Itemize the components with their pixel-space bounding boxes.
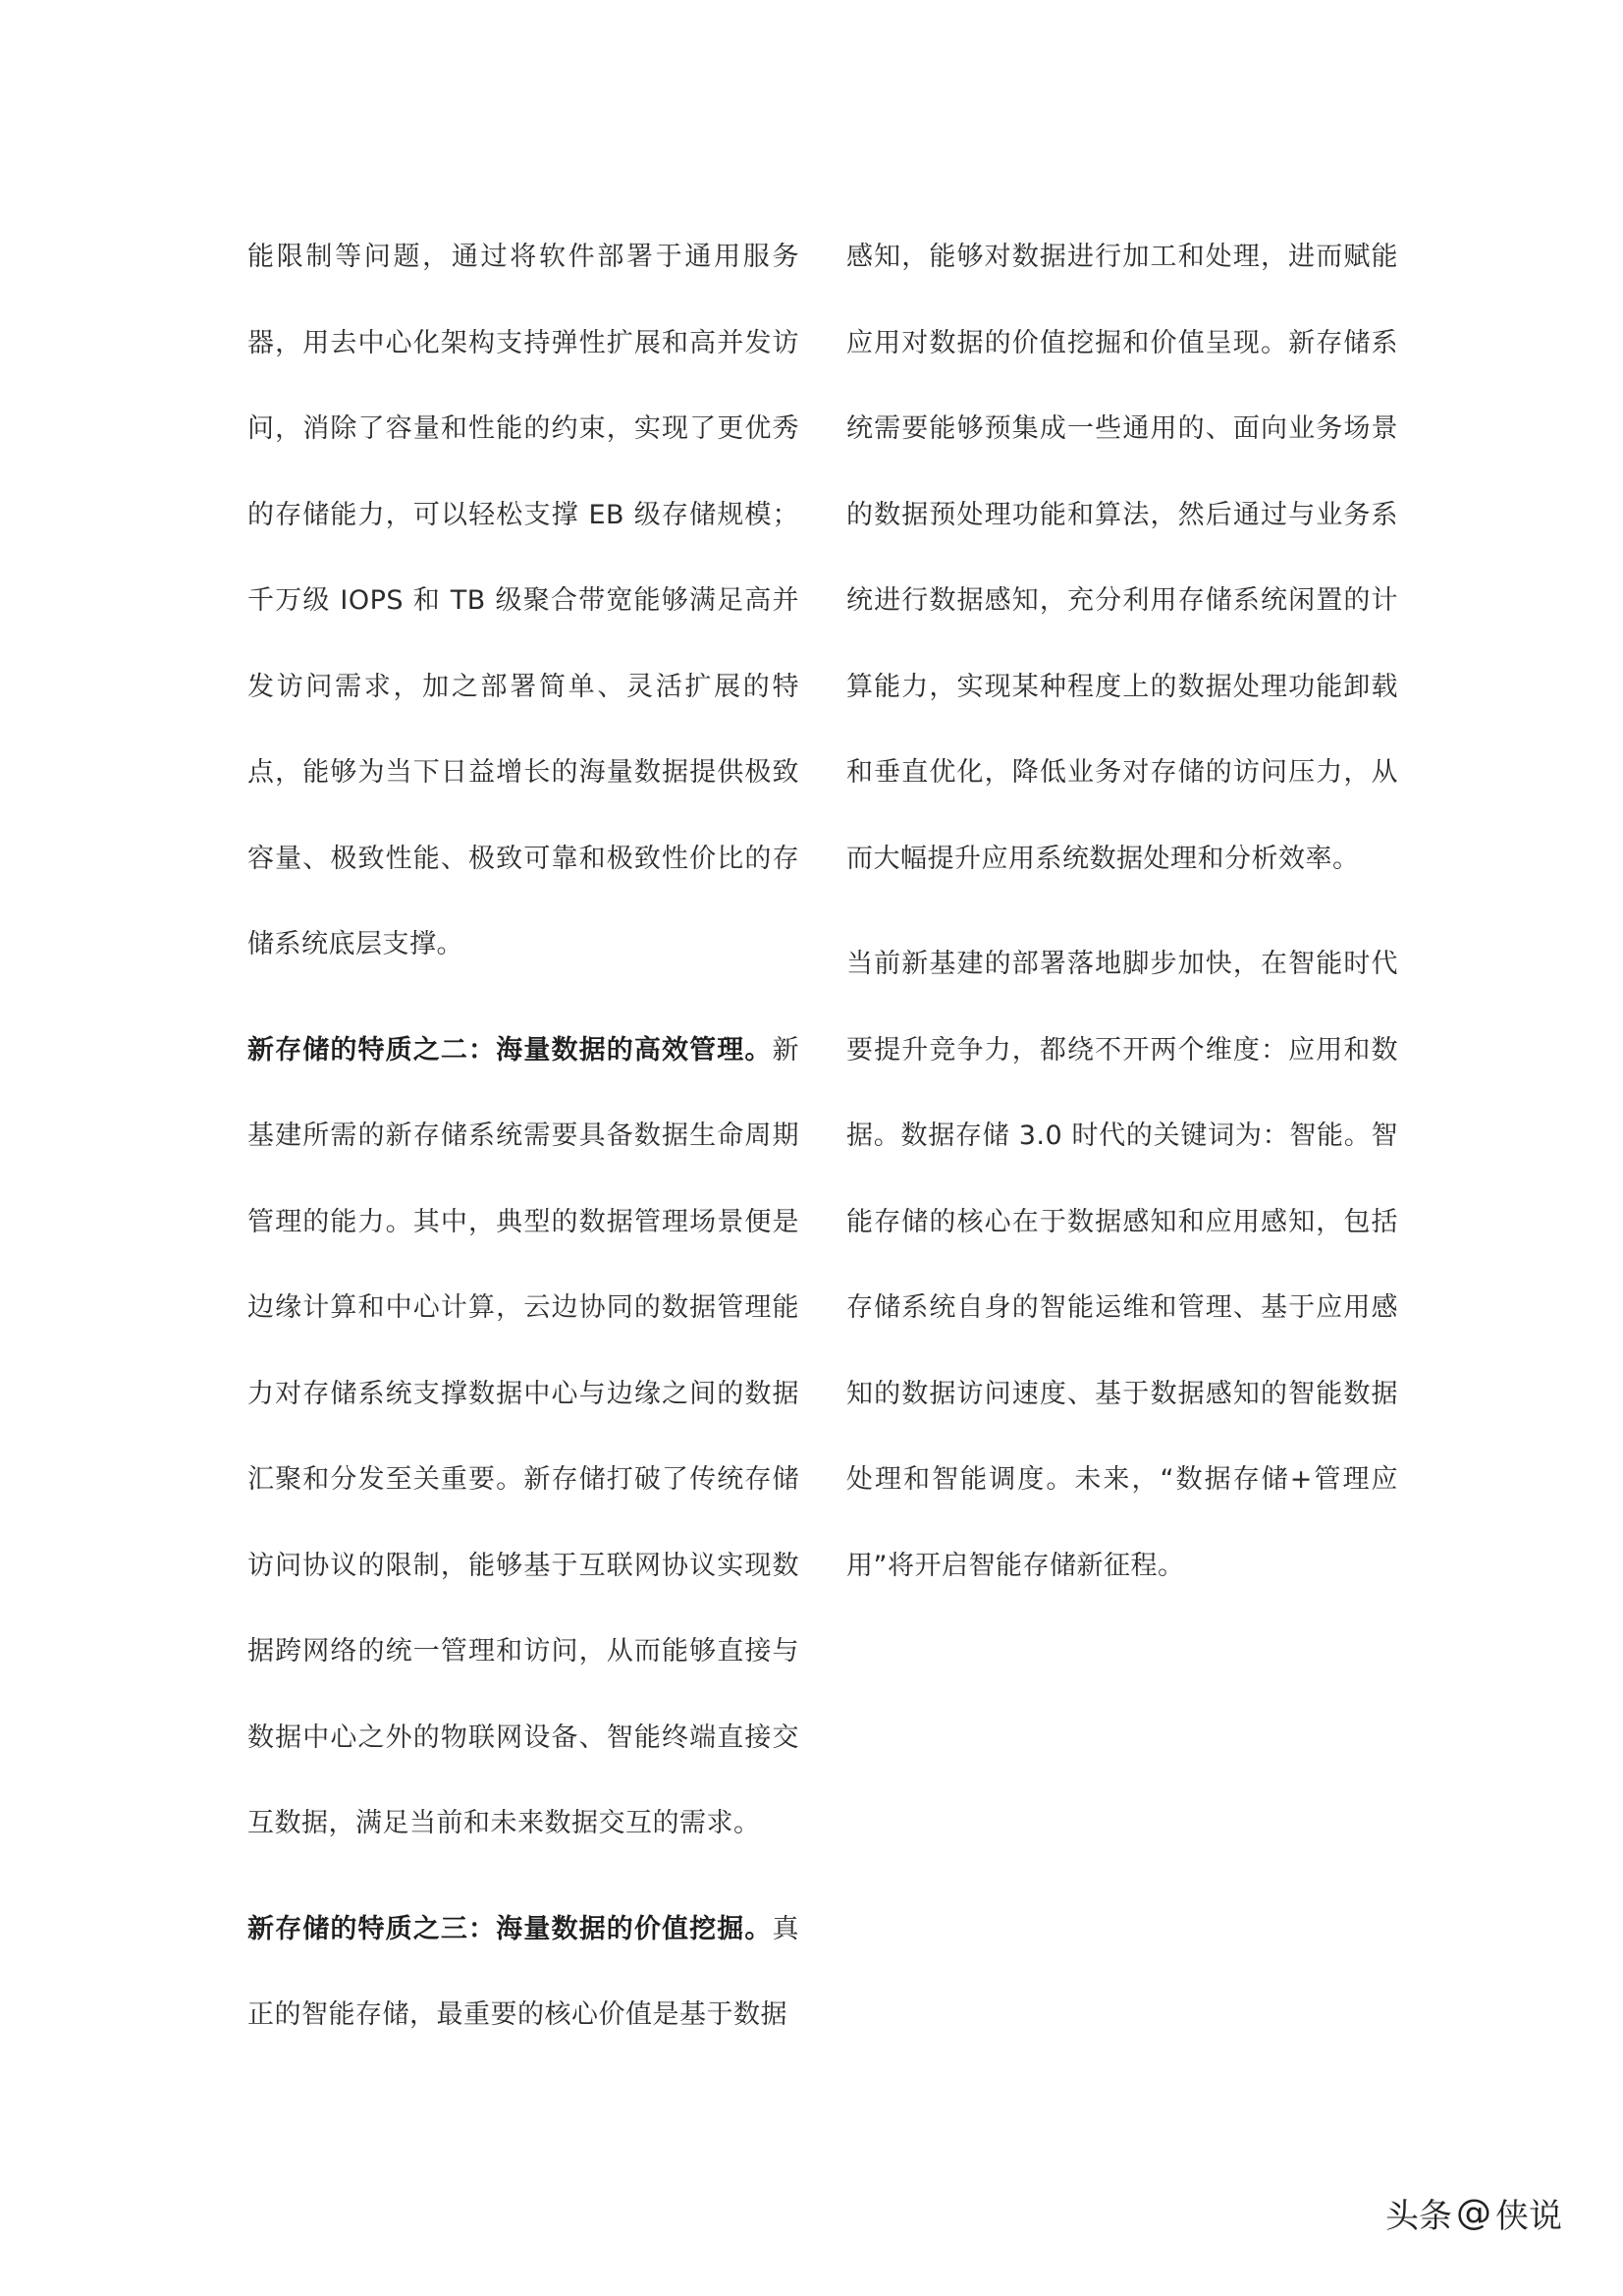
paragraph-text: 新基建所需的新存储系统需要具备数据生命周期管理的能力。其中，典型的数据管理场景便是边缘计算和中心计算，云边协同的数据管理能力对存储系统支撑数据中心与边缘之间的数据汇聚和分发至关重要。新存储打破了传统存储访问协议的限制，能够基于互联网协议实现数据跨网络的统一管理和访问，从而能够直接与数据中心之外的物联网设备、智能终端直接交互数据，满足当前和未来数据交互的需求。 xyxy=(247,1034,799,1838)
left-column xyxy=(247,214,799,2058)
watermark-brand: 头条 xyxy=(1385,2197,1452,2236)
watermark-at: @ xyxy=(1456,2193,1491,2233)
paragraph-text: 能限制等问题，通过将软件部署于通用服务器，用去中心化架构支持弹性扩展和高并发访问，消除了容量和性能的约束，实现了更优秀的存储能力，可以轻松支撑 EB 级存储规模；千万级 IOPS 和 TB 级聚合带宽能够满足高并发访问需求，加之部署简单、灵活扩展的特点，能够为当下日益增长的海量数据提供极致容量、极致性能、极致可靠和极致性价比的存储系统底层支撑。 xyxy=(247,242,799,959)
right-column xyxy=(846,214,1398,1609)
left-paragraph-2 xyxy=(247,1008,799,1867)
right-paragraph-2 xyxy=(846,921,1398,1609)
watermark xyxy=(1385,2189,1562,2237)
left-paragraph-3 xyxy=(247,1886,799,2058)
paragraph-text: 真正的智能存储，最重要的核心价值是基于数据 xyxy=(247,1913,799,2030)
paragraph-text: 感知，能够对数据进行加工和处理，进而赋能应用对数据的价值挖掘和价值呈现。新存储系统需要能够预集成一些通用的、面向业务场景的数据预处理功能和算法，然后通过与业务系统进行数据感知，充分利用存储系统闲置的计算能力，实现某种程度上的数据处理功能卸载和垂直优化，降低业务对存储的访问压力，从而大幅提升应用系统数据处理和分析效率。 xyxy=(846,242,1398,874)
left-paragraph-1 xyxy=(247,214,799,988)
paragraph-text: 当前新基建的部署落地脚步加快，在智能时代要提升竞争力，都绕不开两个维度：应用和数据。数据存储 3.0 时代的关键词为：智能。智能存储的核心在于数据感知和应用感知，包括存储系统自身的智能运维和管理、基于应用感知的数据访问速度、基于数据感知的智能数据处理和智能调度。未来，“数据存储+管理应用”将开启智能存储新征程。 xyxy=(846,949,1398,1581)
paragraph-lead: 新存储的特质之三：海量数据的价值挖掘。 xyxy=(247,1913,773,1944)
watermark-author: 侠说 xyxy=(1495,2197,1562,2236)
right-paragraph-1 xyxy=(846,214,1398,902)
paragraph-lead: 新存储的特质之二：海量数据的高效管理。 xyxy=(247,1034,773,1066)
